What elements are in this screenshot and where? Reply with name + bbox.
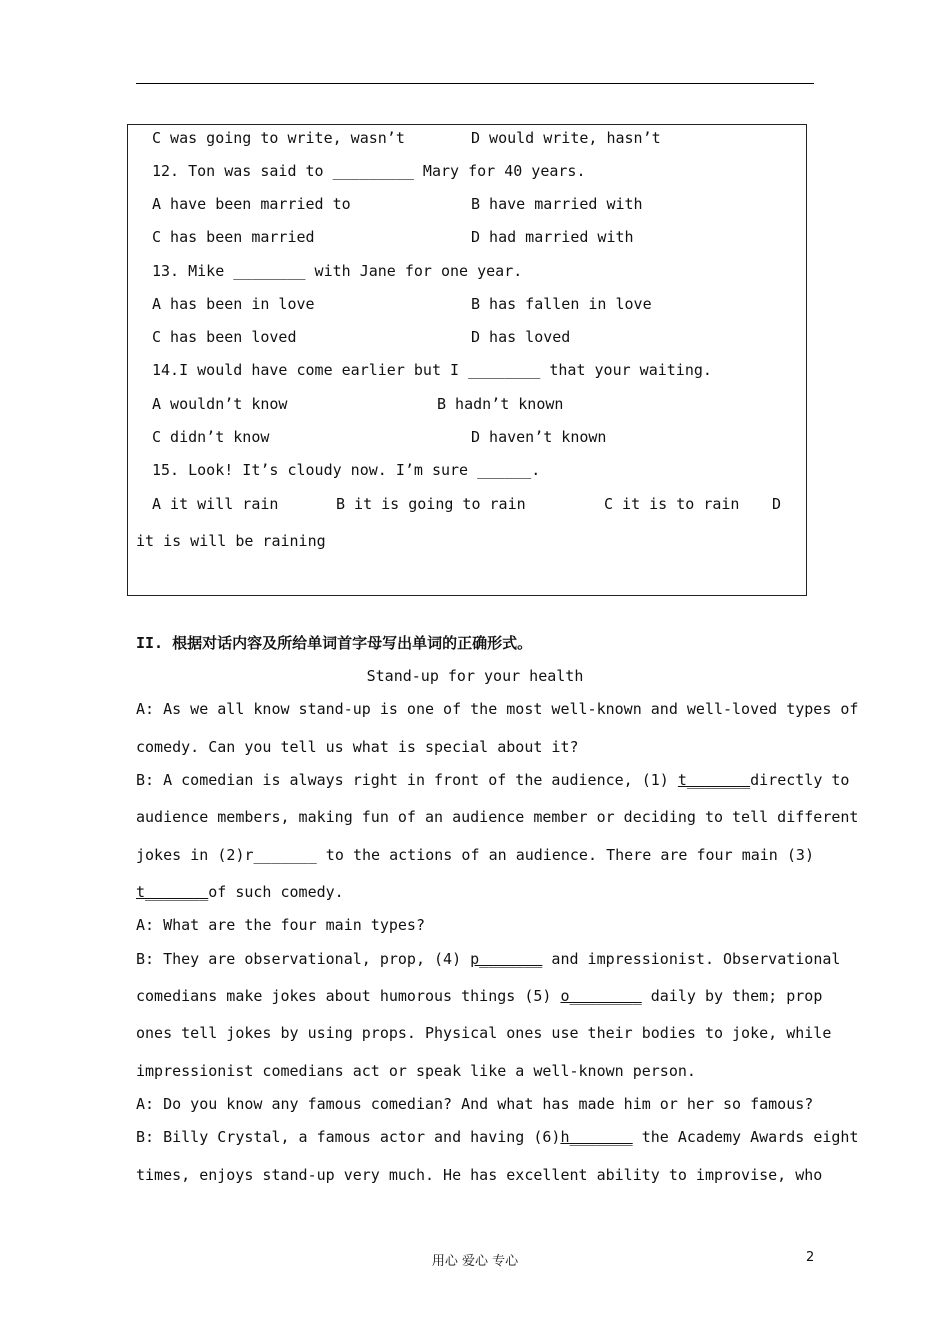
blank-6: h_______ (560, 1128, 633, 1146)
q12-option-b: B have married with (471, 195, 643, 213)
q11-option-d: D would write, hasn’t (471, 129, 661, 147)
blank-5: o________ (560, 987, 642, 1005)
blank-4: p_______ (470, 950, 543, 968)
q15-option-d: D (772, 495, 782, 513)
header-rule (136, 83, 814, 84)
passage-line (136, 771, 850, 789)
q13-option-a: A has been in love (152, 295, 315, 313)
q14-option-a: A wouldn’t know (152, 395, 288, 413)
q12-option-d: D had married with (471, 228, 634, 246)
passage-text: the Academy Awards eight (632, 1128, 859, 1146)
q15-option-d-continued: it is will be raining (136, 532, 326, 550)
passage-text: comedians make jokes about humorous things (5) (136, 987, 561, 1005)
passage-line (136, 883, 814, 901)
passage-line (136, 950, 841, 968)
q15-option-c: C it is to rain (604, 495, 740, 513)
passage-line: comedy. Can you tell us what is special about it? (136, 738, 579, 756)
q13-option-b: B has fallen in love (471, 295, 652, 313)
question-13: 13. Mike ________ with Jane for one year. (152, 262, 523, 280)
blank-1: t_______ (677, 771, 751, 789)
passage-text: and impressionist. Observational (542, 950, 841, 968)
q15-option-b: B it is going to rain (336, 495, 526, 513)
passage-text: B: They are observational, prop, (4) (136, 950, 471, 968)
passage-text: B: A comedian is always right in front of the audience, (1) (136, 771, 678, 789)
page-number: 2 (806, 1250, 815, 1265)
passage-line: audience members, making fun of an audience member or deciding to tell different (136, 808, 859, 826)
passage-line: A: Do you know any famous comedian? And what has made him or her so famous? (136, 1095, 814, 1113)
passage-line: times, enjoys stand-up very much. He has excellent ability to improvise, who (136, 1166, 823, 1184)
q14-option-d: D haven’t known (471, 428, 607, 446)
passage-line: ones tell jokes by using props. Physical ones use their bodies to joke, while (136, 1024, 832, 1042)
q14-option-b: B hadn’t known (437, 395, 564, 413)
passage-text: daily by them; prop (641, 987, 823, 1005)
question-14: 14.I would have come earlier but I ________ that your waiting. (152, 361, 712, 379)
q14-option-c: C didn’t know (152, 428, 270, 446)
question-12: 12. Ton was said to _________ Mary for 40 years. (152, 162, 586, 180)
passage-line (136, 1128, 859, 1146)
blank-3: t_______ (136, 883, 209, 901)
passage-line: jokes in (2)r_______ to the actions of an audience. There are four main (3) (136, 846, 814, 864)
passage-title: Stand-up for your health (366, 667, 584, 685)
q13-option-d: D has loved (471, 328, 571, 346)
q13-option-c: C has been loved (152, 328, 297, 346)
question-15: 15. Look! It’s cloudy now. I’m sure ______. (152, 461, 541, 479)
passage-line (136, 987, 823, 1005)
q11-option-c: C was going to write, wasn’t (152, 129, 405, 147)
footer-motto: 用心 爱心 专心 (431, 1254, 519, 1269)
q12-option-c: C has been married (152, 228, 315, 246)
q12-option-a: A have been married to (152, 195, 351, 213)
passage-text: B: Billy Crystal, a famous actor and having (6) (136, 1128, 561, 1146)
passage-text: directly to (750, 771, 850, 789)
passage-line: A: What are the four main types? (136, 916, 425, 934)
q15-option-a: A it will rain (152, 495, 279, 513)
passage-line: A: As we all know stand-up is one of the most well-known and well-loved types of (136, 700, 859, 718)
passage-line: impressionist comedians act or speak like a well-known person. (136, 1062, 696, 1080)
section-heading: II. 根据对话内容及所给单词首字母写出单词的正确形式。 (136, 634, 533, 652)
passage-text: of such comedy. (208, 883, 344, 901)
